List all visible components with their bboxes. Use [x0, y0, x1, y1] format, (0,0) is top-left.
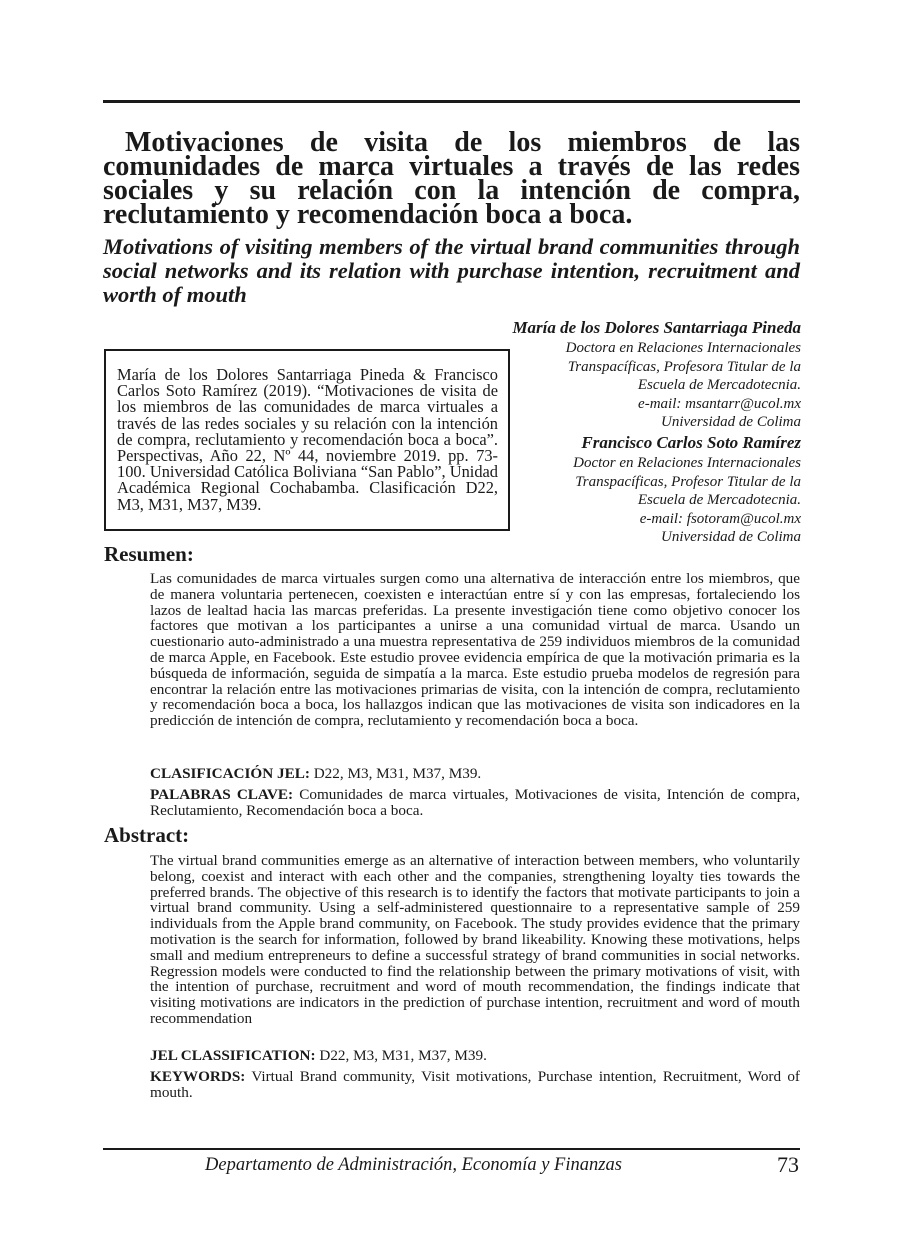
title-spanish	[103, 127, 800, 230]
abstract-jel	[150, 1048, 800, 1064]
header-rule	[103, 100, 800, 103]
author-name: Francisco Carlos Soto Ramírez	[581, 432, 801, 452]
author-1	[441, 317, 801, 432]
abstract-jel-value: D22, M3, M31, M37, M39.	[315, 1047, 487, 1064]
resumen-jel-value: D22, M3, M31, M37, M39.	[309, 765, 482, 782]
author-email: e-mail: msantarr@ucol.mx	[638, 395, 801, 412]
author-affiliation-line: Transpacíficas, Profesor Titular de la	[575, 473, 801, 490]
resumen-heading: Resumen:	[104, 542, 194, 566]
abstract-keywords	[150, 1069, 800, 1101]
author-email: e-mail: fsotoram@ucol.mx	[639, 510, 801, 527]
resumen-keywords	[150, 787, 800, 819]
author-affiliation-line: Escuela de Mercadotecnia.	[637, 492, 801, 509]
footer-rule	[103, 1148, 800, 1150]
abstract-jel-label: JEL CLASSIFICATION:	[150, 1047, 316, 1064]
title-english: Motivations of visiting members of the virtual brand communities through social networks and its relation with purchase intention, recruitment and worth of mouth	[103, 234, 800, 307]
resumen-keywords-value: Comunidades de marca virtuales, Motivaciones de visita, Intención de compra, Reclutamiento, Recomendación boca a boca.	[150, 786, 800, 819]
author-2	[441, 432, 801, 547]
author-affiliation-line: Doctora en Relaciones Internacionales	[565, 340, 801, 356]
footer-department: Departamento de Administración, Economía y Finanzas	[205, 1155, 622, 1175]
abstract-keywords-label: KEYWORDS:	[150, 1068, 246, 1085]
page-number: 73	[777, 1152, 799, 1177]
citation-box: María de los Dolores Santarriaga Pineda & Francisco Carlos Soto Ramírez (2019). “Motivaciones de visita de los miembros de las comunidades de marca virtuales a través de las redes sociales y su relación con la intención de compra, reclutamiento y recomendación boca a boca”. Perspectivas, Año 22, Nº 44, noviembre 2019. pp. 73-100. Universidad Católica Boliviana “San Pablo”, Unidad Académica Regional Cochabamba. Clasificación D22, M3, M31, M37, M39.	[104, 349, 510, 531]
author-university: Universidad de Colima	[661, 414, 801, 431]
title-spanish-text: Motivaciones de visita de los miembros de las comunidades de marca virtuales a través de las redes sociales y su relación con la intención de compra, reclutamiento y recomendación boca a boca.	[103, 127, 800, 230]
abstract-keywords-value: Virtual Brand community, Visit motivations, Purchase intention, Recruitment, Word of mouth.	[150, 1068, 800, 1101]
author-block	[441, 317, 801, 547]
resumen-jel	[150, 766, 800, 782]
abstract-body: The virtual brand communities emerge as an alternative of interaction between members, who voluntarily belong, coexist and interact with each other and the companies, strengthening loyalty ties towards the preferred brands. The objective of this research is to identify the factors that motivate participants to join a virtual brand community. Using a self-administered questionnaire to a representative sample of 259 individuals from the Apple brand community, on Facebook. The study provides evidence that the primary motivation is the search for information, followed by brand likeability. Knowing these motivations, helps small and medium entrepreneurs to define a successful strategy of brand communities in social networks. Regression models were conducted to find the relationship between the primary motivations of visit, with the intention of purchase, recruitment and word of mouth recommendation, the findings indicate that visiting motivations are indicators in the prediction of purchase intention, recruitment and word of mouth recommendation	[150, 852, 800, 1027]
resumen-keywords-label: PALABRAS CLAVE:	[150, 786, 294, 803]
author-name: María de los Dolores Santarriaga Pineda	[512, 318, 801, 337]
author-university: Universidad de Colima	[661, 529, 801, 546]
abstract-heading: Abstract:	[104, 823, 190, 847]
author-affiliation-line: Doctor en Relaciones Internacionales	[573, 454, 801, 471]
resumen-body: Las comunidades de marca virtuales surgen como una alternativa de interacción entre los miembros, que de manera voluntaria pertenecen, coexisten e interactúan entre sí y con las empresas, fortaleciendo los lazos de lealtad hacia las marcas preferidas. La presente investigación tiene como objetivo conocer los factores que motivan a los participantes a unirse a una comunidad virtual de marca. Usando un cuestionario auto-administrado a una muestra representativa de 259 individuos miembros de la comunidad de marca Apple, en Facebook. Este estudio provee evidencia empírica de que la motivación primaria es la búsqueda de información, seguida de simpatía a la marca. Este estudio prueba modelos de regresión para encontrar la relación entre las motivaciones primarias de visita, con la intención de compra, reclutamiento y recomendación boca a boca, los hallazgos indican que las motivaciones de visita son indicadores en la predicción de intención de compra, reclutamiento y recomendación boca a boca.	[150, 570, 800, 730]
resumen-jel-label: CLASIFICACIÓN JEL:	[150, 765, 310, 782]
author-affiliation-line: Transpacíficas, Profesora Titular de la	[567, 358, 801, 375]
author-affiliation-line: Escuela de Mercadotecnia.	[637, 377, 801, 394]
